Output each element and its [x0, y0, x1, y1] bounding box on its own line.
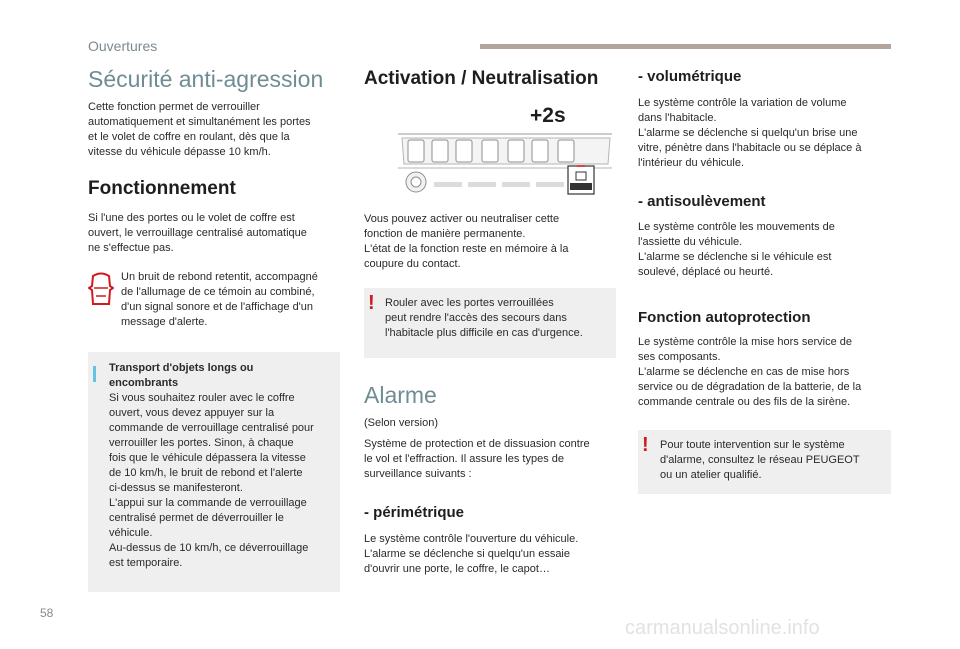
- heading-antisoulevement: - antisoulèvement: [638, 193, 766, 210]
- info-box: [88, 352, 340, 592]
- warning-box-right: [638, 430, 891, 494]
- heading-fonctionnement: Fonctionnement: [88, 178, 236, 199]
- section-title: Ouvertures: [88, 38, 158, 54]
- switch-panel-illustration: [394, 128, 616, 198]
- warning-icon: !: [642, 434, 649, 456]
- heading-activation: Activation / Neutralisation: [364, 68, 599, 89]
- info-title: Transport d'objets longs ou encombrants: [109, 362, 254, 389]
- indicator-text: Un bruit de rebond retentit, accompagné de l'allumage de ce témoin au combiné, d'un signal sonore et de l'affichage d'un message d'alerte.: [121, 271, 318, 328]
- activation-text: Vous pouvez activer ou neutraliser cette fonction de manière permanente. L'état de la fonction reste en mémoire à la coupure du contact.: [364, 213, 569, 270]
- warning-text-right: Pour toute intervention sur le système d'alarme, consultez le réseau PEUGEOT ou un atelier qualifié.: [660, 439, 860, 481]
- heading-autoprotection: Fonction autoprotection: [638, 309, 811, 326]
- warning-text-middle: Rouler avec les portes verrouillées peut rendre l'accès des secours dans l'habitacle plus difficile en cas d'urgence.: [385, 297, 583, 339]
- volumetrique-text: Le système contrôle la variation de volume dans l'habitacle. L'alarme se déclenche si quelqu'un brise une vitre, pénètre dans l'habitacle ou se déplace à l'intérieur du véhicule.: [638, 97, 862, 169]
- title-securite: Sécurité anti-agression: [88, 66, 324, 92]
- fonctionnement-text: Si l'une des portes ou le volet de coffre est ouvert, le verrouillage centralisé automatique ne s'effectue pas.: [88, 212, 307, 254]
- page-number: 58: [40, 606, 54, 620]
- perimetrique-text: Le système contrôle l'ouverture du véhicule. L'alarme se déclenche si quelqu'un essaie d'ouvrir une porte, le coffre, le capot…: [364, 533, 579, 575]
- heading-perimetrique: - périmétrique: [364, 504, 465, 521]
- press-duration-label: +2s: [530, 104, 566, 127]
- autoprotection-text: Le système contrôle la mise hors service de ses composants. L'alarme se déclenche en cas de mise hors service ou de dégradation de la batterie, de la commande centrale ou des fils de la sirène.: [638, 336, 862, 408]
- intro-text: Cette fonction permet de verrouiller automatiquement et simultanément les portes et le volet de coffre en roulant, dès que la vitesse du véhicule dépasse 10 km/h.: [88, 101, 311, 158]
- heading-volumetrique: - volumétrique: [638, 68, 742, 85]
- alarm-version: (Selon version): [364, 417, 438, 429]
- heading-alarme: Alarme: [364, 382, 437, 408]
- header-bar: [480, 44, 891, 49]
- antisoulevement-text: Le système contrôle les mouvements de l'assiette du véhicule. L'alarme se déclenche si le véhicule est soulevé, déplacé ou heurté.: [638, 221, 835, 278]
- warning-box-middle: [364, 288, 616, 358]
- door-open-warning-icon: [88, 272, 114, 308]
- info-text: Si vous souhaitez rouler avec le coffre ouvert, vous devez appuyer sur la commande de verrouillage centralisé pour verrouiller les portes. Sinon, à chaque fois que le véhicule dépassera la vitesse de 10 km/h, le bruit de rebond et l'alerte ci-dessus se manifesteront. L'appui sur la commande de verrouillage centralisé permet de déverrouiller le véhicule. Au-dessus de 10 km/h, ce déverrouillage est temporaire.: [109, 392, 314, 569]
- info-icon: [93, 366, 96, 382]
- warning-icon: !: [368, 292, 375, 314]
- watermark: carmanualsonline.info: [625, 617, 820, 639]
- alarm-text: Système de protection et de dissuasion contre le vol et l'effraction. Il assure les types de surveillance suivants :: [364, 438, 590, 480]
